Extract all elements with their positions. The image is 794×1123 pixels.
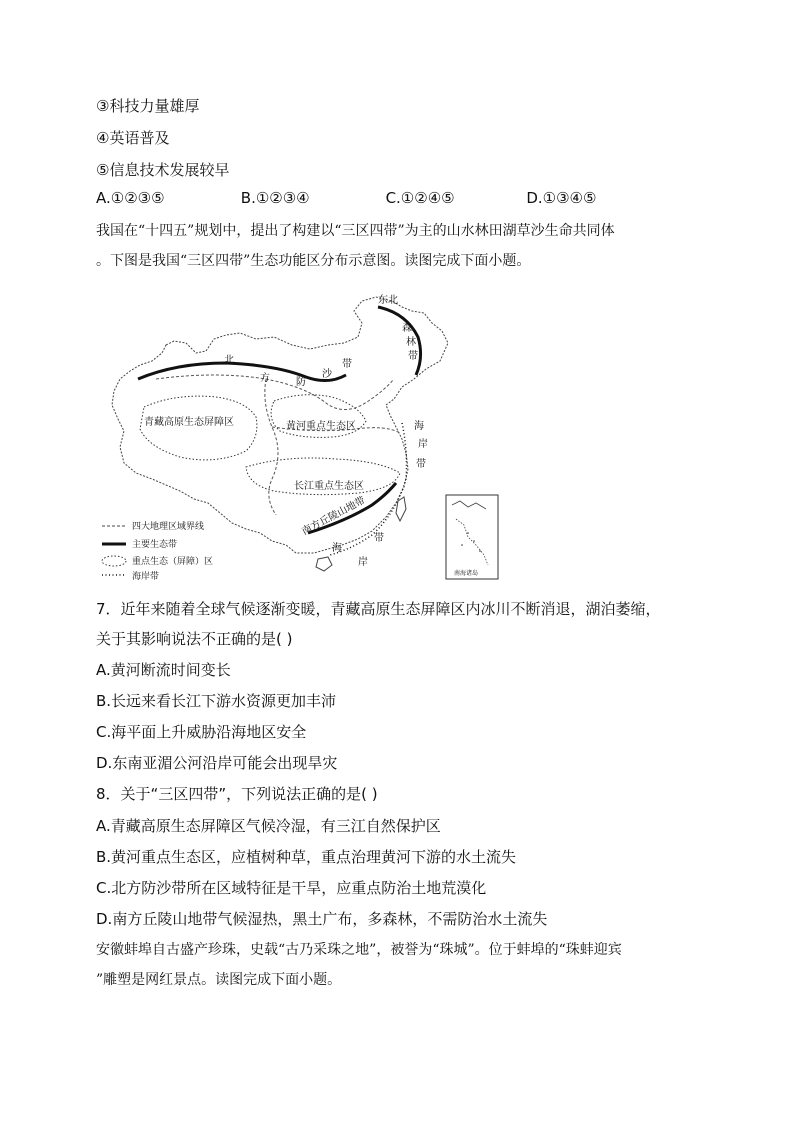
- label-north-4: 沙: [322, 369, 332, 380]
- label-southern-hills: 南方丘陵山地带: [300, 495, 368, 538]
- intro2-line-2: ”雕塑是网红景点。读图完成下面小题。: [96, 972, 342, 988]
- inset-label: 南海诸岛: [454, 570, 479, 577]
- item-3: ③科技力量雄厚: [96, 97, 200, 115]
- q7-option-b: B.长远来看长江下游水资源更加丰沛: [96, 692, 337, 710]
- region-boundary-2: [265, 379, 278, 515]
- item-5: ⑤信息技术发展较早: [96, 161, 230, 179]
- label-coast-s2: 海: [332, 543, 342, 554]
- map-legend: [102, 520, 213, 582]
- q8-option-c: C.北方防沙带所在区域特征是干旱，应重点防治土地荒漠化: [96, 879, 487, 897]
- q7-option-d: D.东南亚湄公河沿岸可能会出现旱灾: [96, 754, 338, 772]
- south-china-sea-inset: [446, 495, 498, 579]
- q7-stem-1: 7．近年来随着全球气候逐渐变暖，青藏高原生态屏障区内冰川不断消退，湖泊萎缩，: [96, 600, 661, 618]
- intro-line-2: 。下图是我国“三区四带”生态功能区分布示意图。读图完成下面小题。: [96, 253, 531, 269]
- q7-option-c: C.海平面上升威胁沿海地区安全: [96, 723, 307, 741]
- option-c: C.①②④⑤: [385, 189, 455, 207]
- option-d: D.①③④⑤: [526, 189, 597, 207]
- label-forest-2: 林: [406, 337, 416, 348]
- legend-boundary: 四大地理区域界线: [132, 522, 205, 532]
- legend-coast: 海岸带: [132, 572, 160, 582]
- option-b: B.①②③④: [240, 189, 310, 207]
- label-qinghai-tibet: 青藏高原生态屏障区: [144, 417, 234, 428]
- label-forest-1: 森: [402, 323, 412, 334]
- region-boundary: [156, 375, 394, 410]
- item-4: ④英语普及: [96, 129, 170, 147]
- label-north-2: 方: [260, 373, 270, 384]
- ecological-zone-map: [96, 283, 516, 583]
- q7-option-a: A.黄河断流时间变长: [96, 661, 231, 679]
- label-northeast: 东北: [378, 295, 398, 306]
- q8-option-d: D.南方丘陵山地带气候湿热，黑土广布，多森林，不需防治水土流失: [96, 910, 548, 928]
- q8-option-b: B.黄河重点生态区，应植树种草，重点治理黄河下游的水土流失: [96, 848, 517, 866]
- label-yellow-river: 黄河重点生态区: [286, 421, 356, 432]
- taiwan-outline: [396, 497, 406, 521]
- intro2-line-1: 安徽蚌埠自古盛产珍珠，史载“古乃采珠之地”，被誉为“珠城”。位于蚌埠的“珠蚌迎宾: [96, 942, 622, 958]
- label-coast-1: 海: [414, 421, 424, 432]
- prev-options: [96, 189, 596, 207]
- legend-belt: 主要生态带: [132, 540, 178, 550]
- label-coast-s3: 岸: [358, 557, 368, 568]
- label-forest-3: 带: [408, 351, 418, 362]
- label-coast-3: 带: [416, 459, 426, 470]
- q7-stem-2: 关于其影响说法不正确的是( ): [96, 630, 293, 648]
- northern-sand-belt: [138, 363, 346, 381]
- q8-stem: 8．关于“三区四带”，下列说法正确的是( ): [96, 785, 378, 803]
- qinghai-tibet-area: [140, 396, 257, 460]
- option-a: A.①②③⑤: [96, 189, 165, 207]
- label-coast-2: 岸: [418, 439, 428, 450]
- label-north-1: 北: [224, 355, 234, 366]
- hainan-outline: [316, 557, 332, 571]
- intro-line-1: 我国在“十四五”规划中，提出了构建以“三区四带”为主的山水林田湖草沙生命共同体: [96, 223, 615, 239]
- legend-area: 重点生态（屏障）区: [132, 557, 214, 567]
- label-coast-s1: 带: [374, 533, 384, 544]
- q8-option-a: A.青藏高原生态屏障区气候冷湿，有三江自然保护区: [96, 817, 441, 835]
- label-north-5: 带: [342, 359, 352, 370]
- label-yangtze: 长江重点生态区: [294, 481, 364, 492]
- label-north-3: 防: [296, 377, 306, 388]
